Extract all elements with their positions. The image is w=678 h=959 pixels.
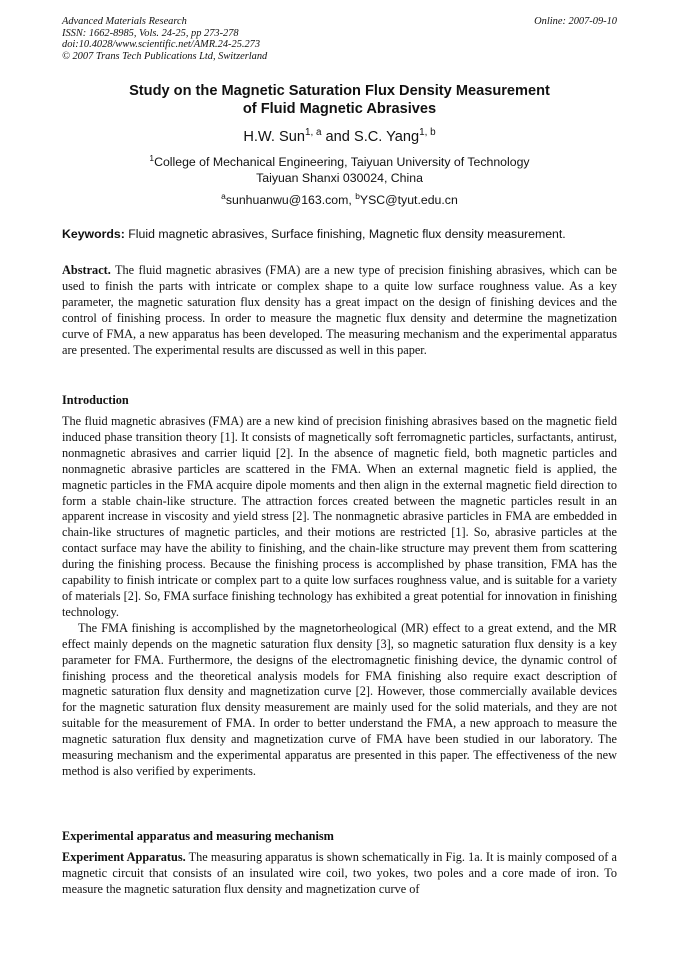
section-heading-introduction: Introduction bbox=[62, 393, 129, 407]
apparatus-label: Experiment Apparatus. bbox=[62, 850, 186, 864]
affiliation-line-1: College of Mechanical Engineering, Taiyuan University of Technology bbox=[154, 155, 530, 169]
apparatus-text: The measuring apparatus is shown schematically in Fig. 1a. It is mainly composed of a magnetic circuit that consists of an insulated wire coil, two yokes, two poles and a core made of iron. To measure the magnetic saturation flux density and magnetization curve of bbox=[62, 850, 617, 896]
email-b-marker: b bbox=[355, 190, 360, 201]
author-1-affil: 1, a bbox=[304, 127, 322, 139]
abstract bbox=[62, 263, 617, 358]
apparatus-paragraph bbox=[62, 850, 617, 898]
keywords bbox=[62, 227, 617, 242]
title-line-1: Study on the Magnetic Saturation Flux Density Measurement bbox=[129, 83, 550, 99]
email-b[interactable]: YSC@tyut.edu.cn bbox=[359, 193, 458, 207]
running-header bbox=[62, 16, 617, 62]
author-2: and S.C. Yang bbox=[321, 129, 420, 145]
abstract-label: Abstract. bbox=[62, 263, 111, 277]
issn-line: ISSN: 1662-8985, Vols. 24-25, pp 273-278 bbox=[62, 27, 239, 39]
online-date: Online: 2007-09-10 bbox=[534, 16, 617, 27]
affiliation bbox=[62, 152, 617, 186]
abstract-text: The fluid magnetic abrasives (FMA) are a new type of precision finishing abrasives, which can be used to finish the parts with intricate or complex shape to a quite low surface roughness value. As a key parameter, the magnetic saturation flux density has a great impact on the design of finishing devices and the control of finishing process. In order to measure the magnetic flux density and determine the magnetization curve of FMA, a new apparatus has been developed. The measuring mechanism and the experimental apparatus are presented. The experimental results are discussed as well in this paper. bbox=[62, 263, 617, 357]
email-a-marker: a bbox=[221, 190, 226, 201]
author-list bbox=[62, 128, 617, 146]
author-2-affil: 1, b bbox=[419, 127, 436, 139]
keywords-label: Keywords: bbox=[62, 227, 125, 241]
title-line-2: of Fluid Magnetic Abrasives bbox=[242, 100, 437, 117]
affiliation-line-2: Taiyuan Shanxi 030024, China bbox=[256, 170, 423, 185]
author-1: H.W. Sun bbox=[243, 129, 305, 145]
affiliation-marker: 1 bbox=[149, 152, 155, 163]
copyright-line: © 2007 Trans Tech Publications Ltd, Switzerland bbox=[62, 50, 268, 62]
doi-line: doi:10.4028/www.scientific.net/AMR.24-25.273 bbox=[62, 39, 261, 50]
keywords-text: Fluid magnetic abrasives, Surface finishing, Magnetic flux density measurement. bbox=[124, 227, 566, 241]
paper-title bbox=[62, 83, 617, 118]
journal-name: Advanced Materials Research bbox=[62, 16, 187, 27]
introduction-body bbox=[62, 414, 617, 780]
email-line bbox=[62, 190, 617, 208]
section-heading-apparatus: Experimental apparatus and measuring mechanism bbox=[62, 829, 334, 843]
intro-paragraph-2: The FMA finishing is accomplished by the magnetorheological (MR) effect to a great extend, and the MR effect mainly depends on the magnetic saturation flux density [3], so magnetic saturation flux density is a key parameter for FMA. Furthermore, the designs of the electromagnetic finishing device, the dynamic control of finishing process and the theoretical analysis models for FMA finishing also require exact description of magnetic saturation flux density and magnetization curve [2]. However, those commercially available devices for the magnetic saturation flux density measurement are mainly used for the solid materials, and they are not suitable for the measurement of FMA. In order to better understand the FMA, a new approach to measure the magnetic saturation flux density and magnetization curve of FMA have been studied in our laboratory. The measuring mechanism and the experimental apparatus are presented in this paper. The effectiveness of the new method is also verified by experiments. bbox=[62, 620, 617, 778]
intro-paragraph-1: The fluid magnetic abrasives (FMA) are a new kind of precision finishing abrasives based on the magnetic field induced phase transition theory [1]. It consists of magnetically soft ferromagnetic particles, surfactants, antirust, nonmagnetic abrasives and carrier liquid [2]. In the absence of magnetic field, both magnetic particles and nonmagnetic abrasive particles are scattered in the FMA. When an external magnetic field is applied, the magnetic particles in the FMA acquire dipole moments and then align in the external magnetic field direction to form a stable chain-like structure. The attraction forces created between the magnetic particles result in an apparent increase in viscosity and yield stress [2]. The nonmagnetic abrasive particles in FMA are embedded in chain-like structures of magnetic particles, and their motions are restricted [1]. So, abrasive particles at the contact surface may have the ability to finishing, and the chain-like structure may prevent them from scattering during the finishing process. Because the finishing process is accomplished by phase transition, FMA has the capability to finish intricate or complex part to a quite low surfaces roughness value, and is suitable for a variety of materials [2]. So, FMA surface finishing technology has exhibited a great potential for innovation in finishing technology. bbox=[62, 414, 617, 619]
email-a[interactable]: sunhuanwu@163.com, bbox=[225, 193, 356, 207]
